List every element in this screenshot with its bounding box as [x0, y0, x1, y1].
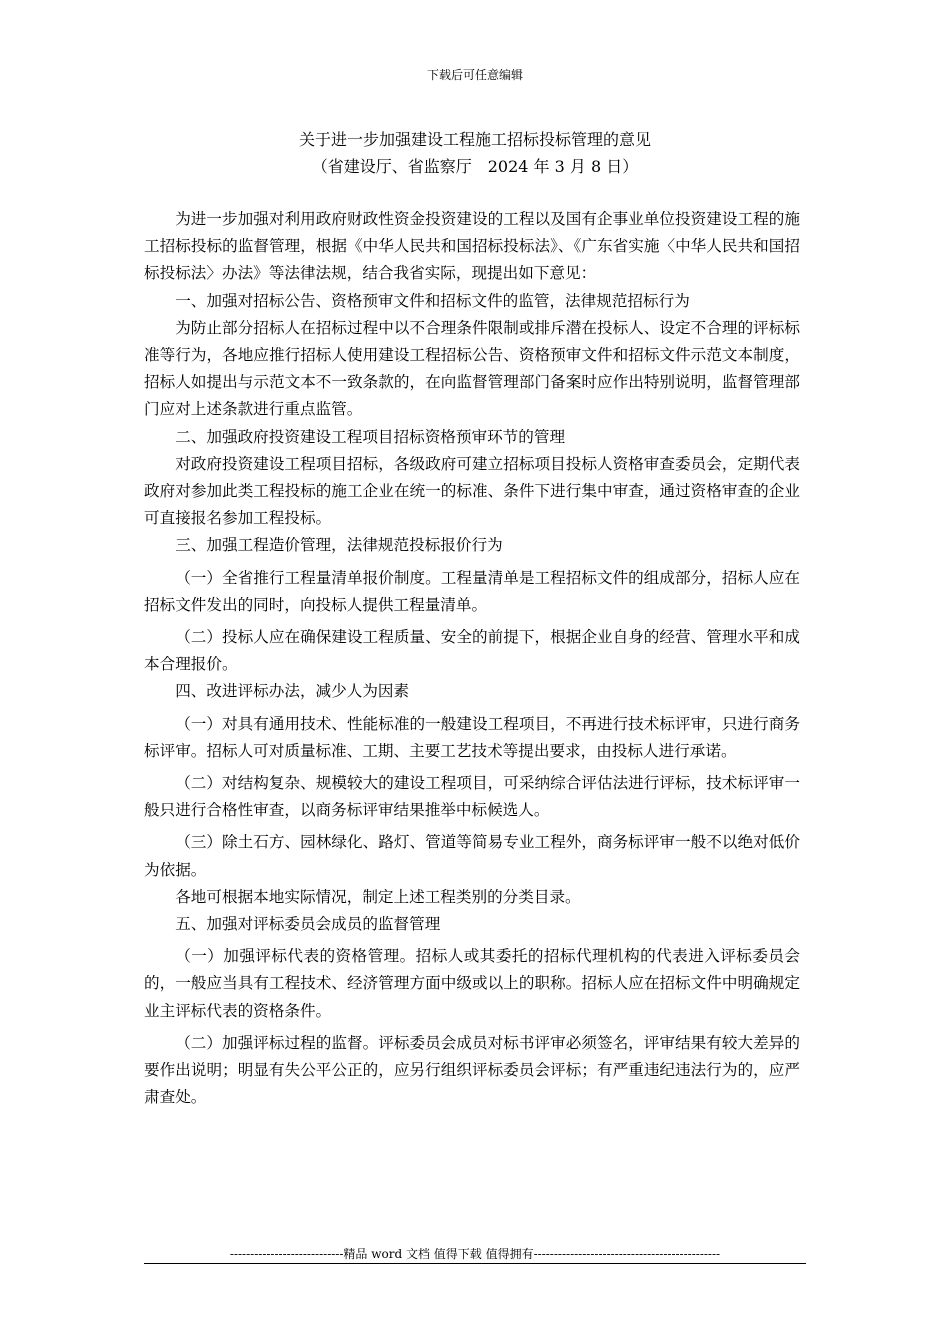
- section-heading-2: 二、加强政府投资建设工程项目招标资格预审环节的管理: [175, 427, 566, 446]
- paragraph: （二）对结构复杂、规模较大的建设工程项目，可采纳综合评估法进行评标，技术标评审一般只进行合格性审查，以商务标评审结果推举中标候选人。: [144, 774, 800, 820]
- paragraph: （一）加强评标代表的资格管理。招标人或其委托的招标代理机构的代表进入评标委员会的，一般应当具有工程技术、经济管理方面中级或以上的职称。招标人应在招标文件中明确规定业主评标代表的资格条件。: [144, 947, 800, 1020]
- paragraph: （一）全省推行工程量清单报价制度。工程量清单是工程招标文件的组成部分，招标人应在招标文件发出的同时，向投标人提供工程量清单。: [144, 568, 800, 614]
- document-title: 关于进一步加强建设工程施工招标投标管理的意见: [298, 130, 651, 149]
- section-heading-4: 四、改进评标办法，减少人为因素: [175, 682, 410, 701]
- section-heading-5: 五、加强对评标委员会成员的监督管理: [175, 915, 441, 934]
- paragraph: （三）除土石方、园林绿化、路灯、管道等简易专业工程外，商务标评审一般不以绝对低价为依据。: [144, 833, 800, 879]
- document-subtitle: （省建设厅、省监察厅 2024 年 3 月 8 日）: [311, 157, 639, 176]
- paragraph: 对政府投资建设工程项目招标，各级政府可建立招标项目投标人资格审查委员会，定期代表政府对参加此类工程投标的施工企业在统一的标准、条件下进行集中审查，通过资格审查的企业可直接报名参加工程投标。: [144, 454, 800, 528]
- paragraph: 为防止部分招标人在招标过程中以不合理条件限制或排斥潜在投标人、设定不合理的评标标准等行为，各地应推行招标人使用建设工程招标公告、资格预审文件和招标文件示范文本制度，招标人如提出与示范文本不一致条款的，在向监督管理部门备案时应作出特别说明，监督管理部门应对上述条款进行重点监管。: [144, 318, 800, 419]
- section-heading-3: 三、加强工程造价管理，法律规范投标报价行为: [175, 536, 503, 555]
- document-body: [144, 206, 800, 1112]
- header-note: 下载后可任意编辑: [426, 68, 523, 82]
- paragraph: 各地可根据本地实际情况，制定上述工程类别的分类目录。: [175, 887, 581, 906]
- paragraph: （二）加强评标过程的监督。评标委员会成员对标书评审必须签名，评审结果有较大差异的要作出说明；明显有失公平公正的，应另行组织评标委员会评标；有严重违纪违法行为的，应严肃查处。: [144, 1033, 800, 1107]
- intro-paragraph: 为进一步加强对利用政府财政性资金投资建设的工程以及国有企事业单位投资建设工程的施工招标投标的监督管理，根据《中华人民共和国招标投标法》、《广东省实施〈中华人民共和国招标投标法〉办法》等法律法规，结合我省实际，现提出如下意见：: [144, 210, 800, 283]
- title-block: [0, 126, 950, 180]
- section-heading-1: 一、加强对招标公告、资格预审文件和招标文件的监管，法律规范招标行为: [175, 291, 690, 310]
- paragraph: （一）对具有通用技术、性能标准的一般建设工程项目，不再进行技术标评审，只进行商务标评审。招标人可对质量标准、工期、主要工艺技术等提出要求，由投标人进行承诺。: [144, 714, 800, 760]
- footer-banner: ----------------------------精品 word 文档 值得下载 值得拥有----------------------------------------------: [229, 1247, 721, 1261]
- footer-rule: [144, 1263, 806, 1264]
- paragraph: （二）投标人应在确保建设工程质量、安全的前提下，根据企业自身的经营、管理水平和成本合理报价。: [144, 628, 800, 674]
